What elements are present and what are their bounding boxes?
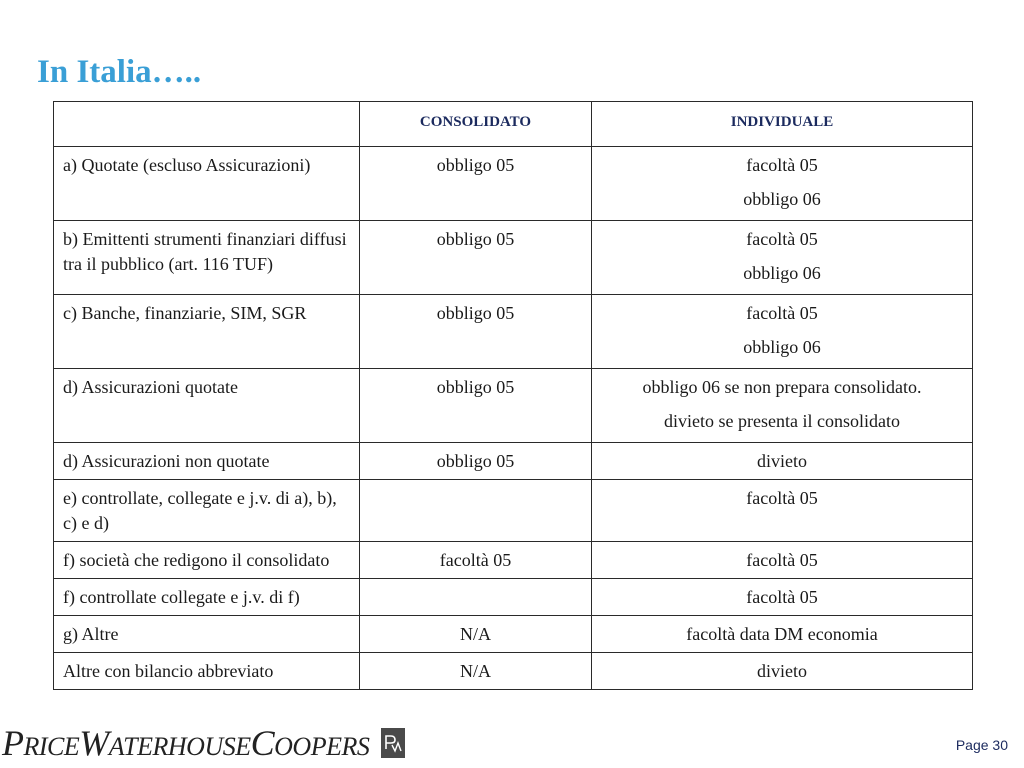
table-row xyxy=(54,480,973,542)
row-individuale-cell xyxy=(592,443,973,480)
row-individuale-cell xyxy=(592,295,973,369)
consolidato-value: N/A xyxy=(460,624,491,644)
consolidato-value: obbligo 05 xyxy=(436,377,515,397)
slide-title: In Italia….. xyxy=(37,54,202,90)
row-individuale-cell xyxy=(592,653,973,690)
row-category-cell: e) controllate, collegate e j.v. di a), b), c) e d) xyxy=(54,480,360,542)
individuale-value: divieto se presenta il consolidato xyxy=(664,411,900,431)
row-individuale-cell xyxy=(592,542,973,579)
consolidato-value: N/A xyxy=(460,661,491,681)
row-category-cell: f) società che redigono il consolidato xyxy=(54,542,360,579)
individuale-value: obbligo 06 xyxy=(743,337,821,357)
row-individuale-cell xyxy=(592,221,973,295)
row-individuale-cell xyxy=(592,579,973,616)
consolidato-value: obbligo 05 xyxy=(436,451,515,471)
individuale-value: divieto xyxy=(757,451,807,471)
table-body xyxy=(54,147,973,690)
company-logo xyxy=(2,719,405,767)
row-category-cell: d) Assicurazioni quotate xyxy=(54,369,360,443)
row-consolidato-cell xyxy=(360,369,592,443)
row-category-cell: g) Altre xyxy=(54,616,360,653)
row-consolidato-cell xyxy=(360,616,592,653)
row-category-cell: c) Banche, finanziarie, SIM, SGR xyxy=(54,295,360,369)
header-category xyxy=(54,102,360,147)
rules-table xyxy=(53,101,973,690)
table-header-row xyxy=(54,102,973,147)
table-row xyxy=(54,616,973,653)
row-individuale-cell xyxy=(592,147,973,221)
individuale-value: facoltà 05 xyxy=(746,303,818,323)
row-consolidato-cell xyxy=(360,221,592,295)
table-row xyxy=(54,542,973,579)
row-category-cell: f) controllate collegate e j.v. di f) xyxy=(54,579,360,616)
row-category-cell: d) Assicurazioni non quotate xyxy=(54,443,360,480)
individuale-value: obbligo 06 se non prepara consolidato. xyxy=(642,377,922,397)
individuale-value: facoltà data DM economia xyxy=(686,624,878,644)
consolidato-value: facoltà 05 xyxy=(439,550,512,570)
individuale-value: facoltà 05 xyxy=(746,155,818,175)
consolidato-value: obbligo 05 xyxy=(436,229,515,249)
row-consolidato-cell xyxy=(360,579,592,616)
row-consolidato-cell xyxy=(360,147,592,221)
individuale-value: facoltà 05 xyxy=(746,229,818,249)
individuale-value: divieto xyxy=(757,661,807,681)
header-individuale: INDIVIDUALE xyxy=(592,102,973,147)
consolidato-value: obbligo 05 xyxy=(436,155,515,175)
row-consolidato-cell xyxy=(360,542,592,579)
individuale-value: facoltà 05 xyxy=(746,488,818,508)
row-individuale-cell xyxy=(592,369,973,443)
table-row xyxy=(54,653,973,690)
row-individuale-cell xyxy=(592,616,973,653)
header-consolidato: CONSOLIDATO xyxy=(360,102,592,147)
page-number: Page 30 xyxy=(955,737,1008,753)
row-individuale-cell xyxy=(592,480,973,542)
row-consolidato-cell xyxy=(360,443,592,480)
row-consolidato-cell xyxy=(360,295,592,369)
row-consolidato-cell xyxy=(360,653,592,690)
table-row xyxy=(54,369,973,443)
table-row xyxy=(54,579,973,616)
individuale-value: facoltà 05 xyxy=(746,587,818,607)
pwc-monogram-icon xyxy=(381,728,405,758)
consolidato-value: obbligo 05 xyxy=(436,303,515,323)
row-category-cell: Altre con bilancio abbreviato xyxy=(54,653,360,690)
table-row xyxy=(54,295,973,369)
individuale-value: obbligo 06 xyxy=(743,189,821,209)
table-row xyxy=(54,443,973,480)
logo-wordmark: PRICEWATERHOUSECOOPERS xyxy=(2,723,370,763)
row-category-cell: b) Emittenti strumenti finanziari diffusi tra il pubblico (art. 116 TUF) xyxy=(54,221,360,295)
row-consolidato-cell xyxy=(360,480,592,542)
individuale-value: facoltà 05 xyxy=(746,550,818,570)
row-category-cell: a) Quotate (escluso Assicurazioni) xyxy=(54,147,360,221)
table-row xyxy=(54,221,973,295)
table-row xyxy=(54,147,973,221)
individuale-value: obbligo 06 xyxy=(743,263,821,283)
